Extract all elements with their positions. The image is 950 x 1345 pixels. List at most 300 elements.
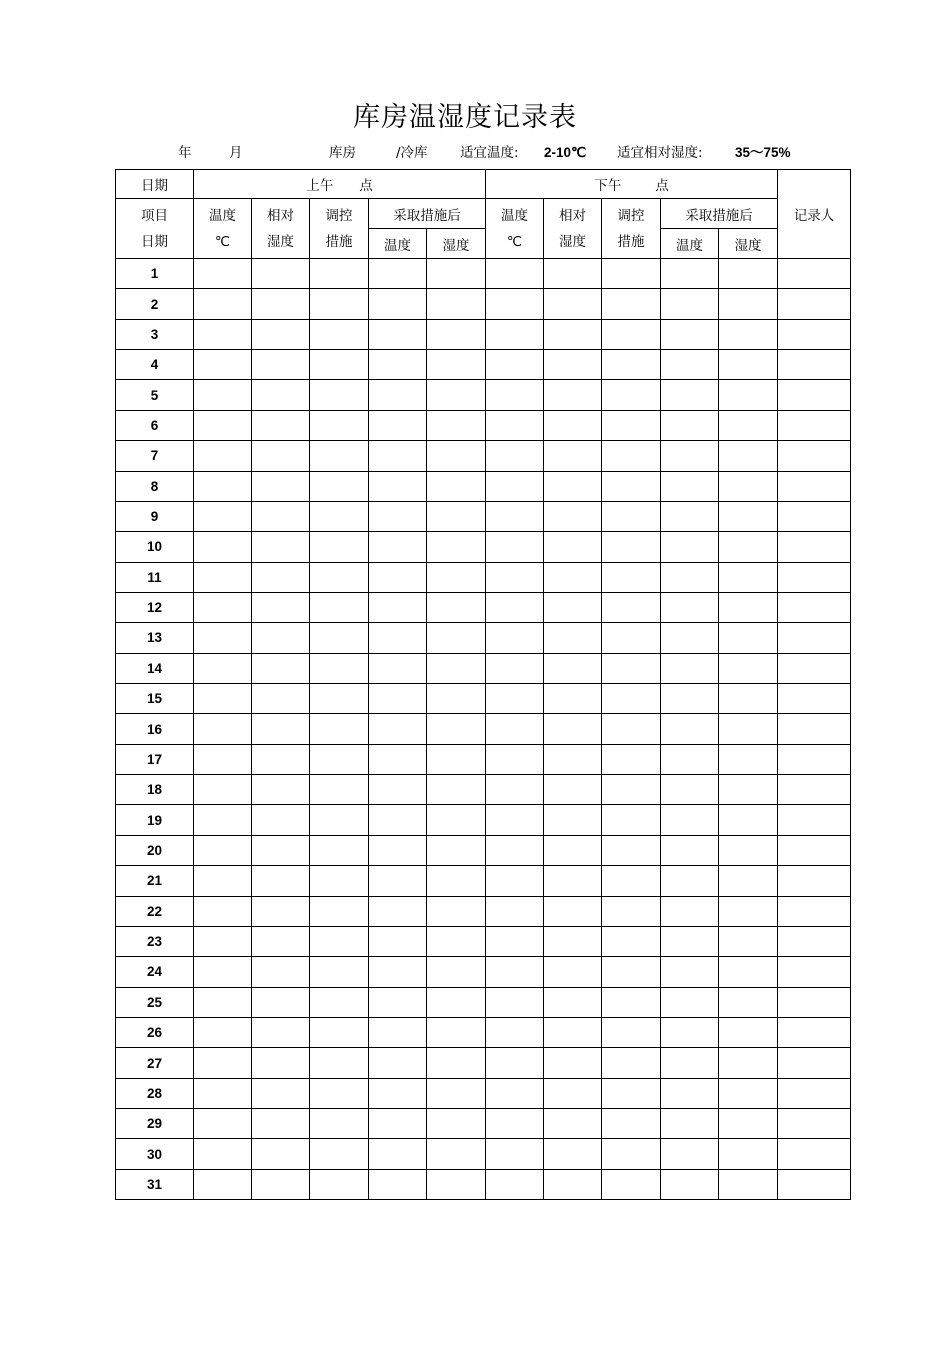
entry-cell[interactable] [427,775,486,805]
entry-cell[interactable] [194,714,252,744]
entry-cell[interactable] [544,1139,602,1169]
entry-cell[interactable] [661,380,719,410]
entry-cell[interactable] [310,380,369,410]
entry-cell[interactable] [194,775,252,805]
entry-cell[interactable] [544,653,602,683]
entry-cell[interactable] [194,441,252,471]
entry-cell[interactable] [369,532,427,562]
entry-cell[interactable] [486,866,544,896]
entry-cell[interactable] [544,471,602,501]
entry-cell[interactable] [719,410,778,440]
entry-cell[interactable] [194,319,252,349]
entry-cell[interactable] [719,1109,778,1139]
entry-cell[interactable] [427,896,486,926]
entry-cell[interactable] [602,1169,661,1199]
entry-cell[interactable] [369,319,427,349]
entry-cell[interactable] [310,1109,369,1139]
entry-cell[interactable] [427,835,486,865]
entry-cell[interactable] [194,410,252,440]
entry-cell[interactable] [310,501,369,531]
entry-cell[interactable] [602,623,661,653]
entry-cell[interactable] [369,501,427,531]
entry-cell[interactable] [427,1078,486,1108]
entry-cell[interactable] [252,1017,310,1047]
entry-cell[interactable] [719,471,778,501]
entry-cell[interactable] [544,1109,602,1139]
entry-cell[interactable] [194,866,252,896]
entry-cell[interactable] [252,441,310,471]
entry-cell[interactable] [719,866,778,896]
entry-cell[interactable] [427,1017,486,1047]
entry-cell[interactable] [310,957,369,987]
entry-cell[interactable] [369,684,427,714]
entry-cell[interactable] [778,380,851,410]
entry-cell[interactable] [252,1169,310,1199]
entry-cell[interactable] [427,471,486,501]
entry-cell[interactable] [252,592,310,622]
entry-cell[interactable] [778,410,851,440]
entry-cell[interactable] [194,623,252,653]
entry-cell[interactable] [486,805,544,835]
entry-cell[interactable] [252,319,310,349]
entry-cell[interactable] [194,1078,252,1108]
entry-cell[interactable] [602,471,661,501]
entry-cell[interactable] [369,410,427,440]
entry-cell[interactable] [194,744,252,774]
entry-cell[interactable] [369,835,427,865]
entry-cell[interactable] [369,866,427,896]
entry-cell[interactable] [252,775,310,805]
entry-cell[interactable] [252,501,310,531]
entry-cell[interactable] [602,1048,661,1078]
entry-cell[interactable] [719,775,778,805]
entry-cell[interactable] [486,744,544,774]
entry-cell[interactable] [369,805,427,835]
entry-cell[interactable] [661,1078,719,1108]
entry-cell[interactable] [486,714,544,744]
entry-cell[interactable] [544,259,602,289]
entry-cell[interactable] [661,957,719,987]
entry-cell[interactable] [602,380,661,410]
entry-cell[interactable] [486,684,544,714]
entry-cell[interactable] [602,259,661,289]
entry-cell[interactable] [602,592,661,622]
entry-cell[interactable] [427,441,486,471]
entry-cell[interactable] [427,1169,486,1199]
entry-cell[interactable] [252,866,310,896]
entry-cell[interactable] [369,592,427,622]
entry-cell[interactable] [194,532,252,562]
entry-cell[interactable] [778,350,851,380]
entry-cell[interactable] [661,592,719,622]
entry-cell[interactable] [194,684,252,714]
entry-cell[interactable] [310,1169,369,1199]
entry-cell[interactable] [369,471,427,501]
entry-cell[interactable] [719,684,778,714]
entry-cell[interactable] [778,805,851,835]
entry-cell[interactable] [486,289,544,319]
entry-cell[interactable] [602,319,661,349]
entry-cell[interactable] [719,501,778,531]
entry-cell[interactable] [778,1109,851,1139]
entry-cell[interactable] [194,1139,252,1169]
entry-cell[interactable] [369,1017,427,1047]
entry-cell[interactable] [369,744,427,774]
entry-cell[interactable] [778,866,851,896]
entry-cell[interactable] [602,350,661,380]
entry-cell[interactable] [544,744,602,774]
entry-cell[interactable] [719,1169,778,1199]
entry-cell[interactable] [778,592,851,622]
entry-cell[interactable] [661,501,719,531]
entry-cell[interactable] [252,289,310,319]
entry-cell[interactable] [544,775,602,805]
entry-cell[interactable] [661,259,719,289]
entry-cell[interactable] [719,623,778,653]
entry-cell[interactable] [486,259,544,289]
entry-cell[interactable] [778,775,851,805]
entry-cell[interactable] [194,380,252,410]
entry-cell[interactable] [778,319,851,349]
entry-cell[interactable] [719,592,778,622]
entry-cell[interactable] [661,714,719,744]
entry-cell[interactable] [427,926,486,956]
entry-cell[interactable] [427,987,486,1017]
entry-cell[interactable] [778,653,851,683]
entry-cell[interactable] [252,1109,310,1139]
entry-cell[interactable] [369,653,427,683]
entry-cell[interactable] [544,926,602,956]
entry-cell[interactable] [369,926,427,956]
entry-cell[interactable] [602,957,661,987]
entry-cell[interactable] [719,350,778,380]
entry-cell[interactable] [252,957,310,987]
entry-cell[interactable] [486,1169,544,1199]
entry-cell[interactable] [194,1169,252,1199]
entry-cell[interactable] [310,1139,369,1169]
entry-cell[interactable] [661,319,719,349]
entry-cell[interactable] [252,532,310,562]
entry-cell[interactable] [778,289,851,319]
entry-cell[interactable] [661,1139,719,1169]
entry-cell[interactable] [778,896,851,926]
entry-cell[interactable] [778,835,851,865]
entry-cell[interactable] [778,926,851,956]
entry-cell[interactable] [369,1139,427,1169]
entry-cell[interactable] [252,350,310,380]
entry-cell[interactable] [661,623,719,653]
entry-cell[interactable] [719,926,778,956]
entry-cell[interactable] [778,1048,851,1078]
entry-cell[interactable] [310,866,369,896]
entry-cell[interactable] [544,350,602,380]
entry-cell[interactable] [252,1139,310,1169]
entry-cell[interactable] [427,866,486,896]
entry-cell[interactable] [544,1169,602,1199]
entry-cell[interactable] [544,562,602,592]
entry-cell[interactable] [427,744,486,774]
entry-cell[interactable] [427,532,486,562]
entry-cell[interactable] [486,775,544,805]
entry-cell[interactable] [602,653,661,683]
entry-cell[interactable] [486,957,544,987]
entry-cell[interactable] [544,835,602,865]
entry-cell[interactable] [369,987,427,1017]
entry-cell[interactable] [778,1169,851,1199]
entry-cell[interactable] [486,319,544,349]
entry-cell[interactable] [719,319,778,349]
entry-cell[interactable] [778,259,851,289]
entry-cell[interactable] [194,289,252,319]
entry-cell[interactable] [486,592,544,622]
entry-cell[interactable] [661,896,719,926]
entry-cell[interactable] [778,501,851,531]
entry-cell[interactable] [194,653,252,683]
entry-cell[interactable] [719,562,778,592]
entry-cell[interactable] [194,896,252,926]
entry-cell[interactable] [310,592,369,622]
entry-cell[interactable] [719,744,778,774]
entry-cell[interactable] [719,1139,778,1169]
entry-cell[interactable] [602,987,661,1017]
entry-cell[interactable] [544,319,602,349]
entry-cell[interactable] [252,653,310,683]
entry-cell[interactable] [602,744,661,774]
entry-cell[interactable] [252,744,310,774]
entry-cell[interactable] [661,835,719,865]
entry-cell[interactable] [252,380,310,410]
entry-cell[interactable] [252,896,310,926]
entry-cell[interactable] [427,350,486,380]
entry-cell[interactable] [719,714,778,744]
entry-cell[interactable] [486,653,544,683]
entry-cell[interactable] [310,289,369,319]
entry-cell[interactable] [369,623,427,653]
entry-cell[interactable] [427,592,486,622]
entry-cell[interactable] [194,350,252,380]
entry-cell[interactable] [778,987,851,1017]
entry-cell[interactable] [486,471,544,501]
entry-cell[interactable] [544,866,602,896]
entry-cell[interactable] [719,1078,778,1108]
entry-cell[interactable] [310,441,369,471]
entry-cell[interactable] [602,714,661,744]
entry-cell[interactable] [252,926,310,956]
entry-cell[interactable] [544,1017,602,1047]
entry-cell[interactable] [310,350,369,380]
entry-cell[interactable] [719,441,778,471]
entry-cell[interactable] [661,684,719,714]
entry-cell[interactable] [544,684,602,714]
entry-cell[interactable] [544,1078,602,1108]
entry-cell[interactable] [427,1109,486,1139]
entry-cell[interactable] [252,987,310,1017]
entry-cell[interactable] [602,805,661,835]
entry-cell[interactable] [544,1048,602,1078]
entry-cell[interactable] [486,501,544,531]
entry-cell[interactable] [602,835,661,865]
entry-cell[interactable] [369,1078,427,1108]
entry-cell[interactable] [544,289,602,319]
entry-cell[interactable] [602,896,661,926]
entry-cell[interactable] [719,289,778,319]
entry-cell[interactable] [310,835,369,865]
entry-cell[interactable] [252,684,310,714]
entry-cell[interactable] [369,350,427,380]
entry-cell[interactable] [661,987,719,1017]
entry-cell[interactable] [427,805,486,835]
entry-cell[interactable] [310,562,369,592]
entry-cell[interactable] [310,714,369,744]
entry-cell[interactable] [719,957,778,987]
entry-cell[interactable] [544,805,602,835]
entry-cell[interactable] [369,562,427,592]
entry-cell[interactable] [369,380,427,410]
entry-cell[interactable] [778,714,851,744]
entry-cell[interactable] [486,926,544,956]
entry-cell[interactable] [310,471,369,501]
entry-cell[interactable] [252,1078,310,1108]
entry-cell[interactable] [778,957,851,987]
entry-cell[interactable] [427,380,486,410]
entry-cell[interactable] [661,1109,719,1139]
entry-cell[interactable] [602,289,661,319]
entry-cell[interactable] [486,1048,544,1078]
entry-cell[interactable] [602,532,661,562]
entry-cell[interactable] [719,259,778,289]
entry-cell[interactable] [486,1139,544,1169]
entry-cell[interactable] [661,441,719,471]
entry-cell[interactable] [778,471,851,501]
entry-cell[interactable] [602,562,661,592]
entry-cell[interactable] [544,532,602,562]
entry-cell[interactable] [778,744,851,774]
entry-cell[interactable] [369,775,427,805]
entry-cell[interactable] [310,805,369,835]
entry-cell[interactable] [310,1017,369,1047]
entry-cell[interactable] [661,562,719,592]
entry-cell[interactable] [427,259,486,289]
entry-cell[interactable] [252,259,310,289]
entry-cell[interactable] [427,289,486,319]
entry-cell[interactable] [486,1109,544,1139]
entry-cell[interactable] [778,1078,851,1108]
entry-cell[interactable] [194,562,252,592]
entry-cell[interactable] [427,501,486,531]
entry-cell[interactable] [544,987,602,1017]
entry-cell[interactable] [310,623,369,653]
entry-cell[interactable] [310,410,369,440]
entry-cell[interactable] [486,441,544,471]
entry-cell[interactable] [544,410,602,440]
entry-cell[interactable] [486,532,544,562]
entry-cell[interactable] [310,896,369,926]
entry-cell[interactable] [544,592,602,622]
entry-cell[interactable] [252,1048,310,1078]
entry-cell[interactable] [661,410,719,440]
entry-cell[interactable] [194,1017,252,1047]
entry-cell[interactable] [544,714,602,744]
entry-cell[interactable] [661,350,719,380]
entry-cell[interactable] [661,744,719,774]
entry-cell[interactable] [427,653,486,683]
entry-cell[interactable] [602,1109,661,1139]
entry-cell[interactable] [194,1048,252,1078]
entry-cell[interactable] [194,501,252,531]
entry-cell[interactable] [310,532,369,562]
entry-cell[interactable] [602,926,661,956]
entry-cell[interactable] [719,653,778,683]
entry-cell[interactable] [369,1169,427,1199]
entry-cell[interactable] [310,1078,369,1108]
entry-cell[interactable] [544,896,602,926]
entry-cell[interactable] [544,380,602,410]
entry-cell[interactable] [427,957,486,987]
entry-cell[interactable] [369,957,427,987]
entry-cell[interactable] [778,562,851,592]
entry-cell[interactable] [661,926,719,956]
entry-cell[interactable] [661,532,719,562]
entry-cell[interactable] [427,684,486,714]
entry-cell[interactable] [194,805,252,835]
entry-cell[interactable] [194,471,252,501]
entry-cell[interactable] [486,380,544,410]
entry-cell[interactable] [778,1017,851,1047]
entry-cell[interactable] [719,532,778,562]
entry-cell[interactable] [661,805,719,835]
entry-cell[interactable] [719,835,778,865]
entry-cell[interactable] [310,926,369,956]
entry-cell[interactable] [661,1048,719,1078]
entry-cell[interactable] [544,623,602,653]
entry-cell[interactable] [194,926,252,956]
entry-cell[interactable] [661,866,719,896]
entry-cell[interactable] [252,471,310,501]
entry-cell[interactable] [252,623,310,653]
entry-cell[interactable] [602,866,661,896]
entry-cell[interactable] [778,623,851,653]
entry-cell[interactable] [427,319,486,349]
entry-cell[interactable] [252,714,310,744]
entry-cell[interactable] [486,987,544,1017]
entry-cell[interactable] [602,775,661,805]
entry-cell[interactable] [369,259,427,289]
entry-cell[interactable] [602,410,661,440]
entry-cell[interactable] [778,684,851,714]
entry-cell[interactable] [252,410,310,440]
entry-cell[interactable] [427,1139,486,1169]
entry-cell[interactable] [427,623,486,653]
entry-cell[interactable] [369,289,427,319]
entry-cell[interactable] [719,805,778,835]
entry-cell[interactable] [310,653,369,683]
entry-cell[interactable] [486,896,544,926]
entry-cell[interactable] [602,1139,661,1169]
entry-cell[interactable] [778,441,851,471]
entry-cell[interactable] [252,835,310,865]
entry-cell[interactable] [427,714,486,744]
entry-cell[interactable] [719,896,778,926]
entry-cell[interactable] [544,441,602,471]
entry-cell[interactable] [719,380,778,410]
entry-cell[interactable] [719,987,778,1017]
entry-cell[interactable] [310,987,369,1017]
entry-cell[interactable] [486,1017,544,1047]
entry-cell[interactable] [194,987,252,1017]
entry-cell[interactable] [778,1139,851,1169]
entry-cell[interactable] [310,775,369,805]
entry-cell[interactable] [486,562,544,592]
